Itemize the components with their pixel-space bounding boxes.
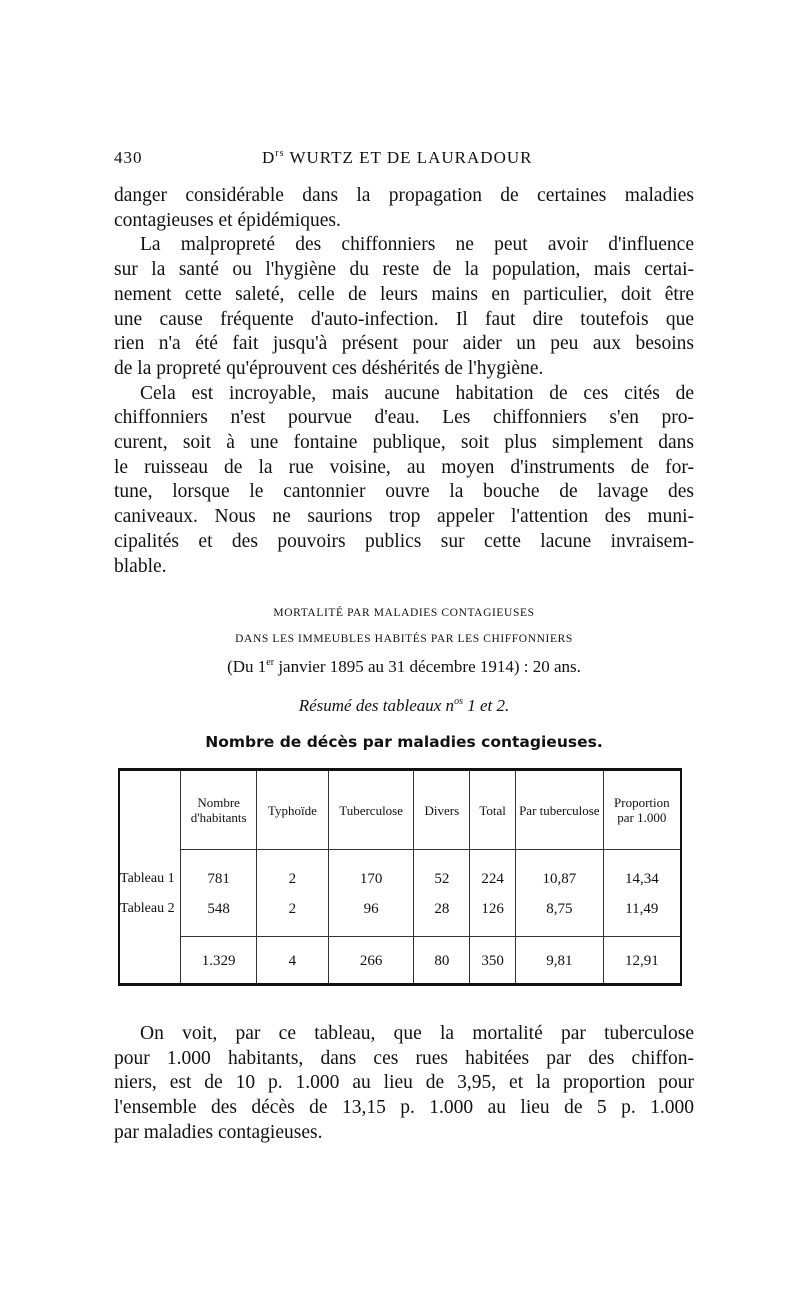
table-cell: Tableau 1 xyxy=(120,871,175,886)
table-cell: 9,81 xyxy=(516,939,604,985)
table-header-cell: Typhoïde xyxy=(257,770,329,850)
text-line: une cause fréquente d'auto-infection. Il faut dire toutefois que xyxy=(114,308,694,330)
table-cell: 170 xyxy=(328,864,414,894)
body-text xyxy=(114,184,694,579)
table-header-cell: Divers xyxy=(414,770,470,850)
table-cell: 548 xyxy=(181,894,257,924)
table-cell: 80 xyxy=(414,939,470,985)
table-cell: 12,91 xyxy=(603,939,681,985)
table-cell: 14,34 xyxy=(603,864,681,894)
table-header-cell: Proportion par 1.000 xyxy=(603,770,681,850)
table-cell: 10,87 xyxy=(516,864,604,894)
table-caption-title: MORTALITÉ PAR MALADIES CONTAGIEUSES xyxy=(273,607,535,619)
text-line: niers, est de 10 p. 1.000 au lieu de 3,95, et la proportion pour xyxy=(114,1072,694,1094)
table-cell: 52 xyxy=(414,864,470,894)
table-header-cell: Tuberculose xyxy=(328,770,414,850)
closing-paragraph xyxy=(114,1022,694,1146)
table-caption-summary: Résumé des tableaux $n^{os}$ 1 et 2. xyxy=(298,696,510,715)
table-spacer xyxy=(119,924,681,937)
text-line: cipalités et des pouvoirs publics sur cette lacune invraisem- xyxy=(114,530,694,552)
table-header-cell xyxy=(119,770,181,850)
table-row xyxy=(119,864,681,894)
text-line: blable. xyxy=(114,555,167,577)
text-line: de la propreté qu'éprouvent ces déshérités de l'hygiène. xyxy=(114,357,544,379)
text-line: La malpropreté des chiffonniers ne peut avoir d'influence xyxy=(140,234,694,256)
text-line: caniveaux. Nous ne saurions trop appeler l'attention des muni- xyxy=(114,506,694,528)
text-line: danger considérable dans la propagation de certaines maladies xyxy=(114,185,694,206)
running-title: $D^{rs}$ WURTZ ET DE LAURADOUR xyxy=(262,148,533,167)
table-cell: 96 xyxy=(328,894,414,924)
text-line: sur la santé ou l'hygiène du reste de la population, mais certai- xyxy=(114,259,694,281)
table-cell: 4 xyxy=(257,939,329,985)
table-header-cell: Par tuberculose xyxy=(516,770,604,850)
text-line: curent, soit à une fontaine publique, soit plus simplement dans xyxy=(114,432,694,454)
table-cell xyxy=(119,939,181,985)
text-line: par maladies contagieuses. xyxy=(114,1121,323,1143)
table-cell: 2 xyxy=(257,864,329,894)
table-cell: 11,49 xyxy=(603,894,681,924)
running-head xyxy=(114,148,694,174)
mortality-table xyxy=(118,768,682,986)
table-caption-subtitle: DANS LES IMMEUBLES HABITÉS PAR LES CHIFFONNIERS xyxy=(235,633,573,645)
text-line: pour 1.000 habitants, dans ces rues habitées par des chiffon- xyxy=(114,1047,694,1069)
table-cell: 266 xyxy=(328,939,414,985)
table-header-row xyxy=(119,770,681,850)
paragraph-3 xyxy=(114,382,694,580)
page-number: 430 xyxy=(114,148,143,167)
table-row xyxy=(119,894,681,924)
text-line: Cela est incroyable, mais aucune habitation de ces cités de xyxy=(140,382,694,404)
text-line: contagieuses et épidémiques. xyxy=(114,209,341,231)
text-line: chiffonniers n'est pourvue d'eau. Les chiffonniers s'en pro- xyxy=(114,407,694,429)
table-cell: 781 xyxy=(181,864,257,894)
table-cell: 350 xyxy=(470,939,516,985)
table-cell: 1.329 xyxy=(181,939,257,985)
text-line: le ruisseau de la rue voisine, au moyen d'instruments de for- xyxy=(114,456,694,478)
table-total-row xyxy=(119,939,681,985)
table-caption-period: (Du 1er janvier 1895 au 31 décembre 1914) : 20 ans. xyxy=(227,657,581,676)
text-line: rien n'a été fait jusqu'à présent pour aider un peu aux besoins xyxy=(114,333,694,355)
table-cell: 126 xyxy=(470,894,516,924)
text-line: On voit, par ce tableau, que la mortalité par tuberculose xyxy=(140,1023,694,1044)
paragraph-2 xyxy=(114,233,694,381)
text-line: nement cette saleté, celle de leurs mains en particulier, doit être xyxy=(114,283,694,305)
closing-text xyxy=(114,1022,694,1146)
table-cell: 2 xyxy=(257,894,329,924)
table-caption-heading: Nombre de décès par maladies contagieuses. xyxy=(205,733,603,751)
table-spacer xyxy=(119,852,681,864)
table-cell: 8,75 xyxy=(516,894,604,924)
table-header-cell: Total xyxy=(470,770,516,850)
text-line: l'ensemble des décès de 13,15 p. 1.000 au lieu de 5 p. 1.000 xyxy=(114,1097,694,1119)
table-cell: 224 xyxy=(470,864,516,894)
table-cell: 28 xyxy=(414,894,470,924)
table-header-cell: Nombre d'habitants xyxy=(181,770,257,850)
paragraph-1 xyxy=(114,184,694,233)
table-cell: Tableau 2 xyxy=(120,901,175,916)
text-line: tune, lorsque le cantonnier ouvre la bouche de lavage des xyxy=(114,481,694,503)
